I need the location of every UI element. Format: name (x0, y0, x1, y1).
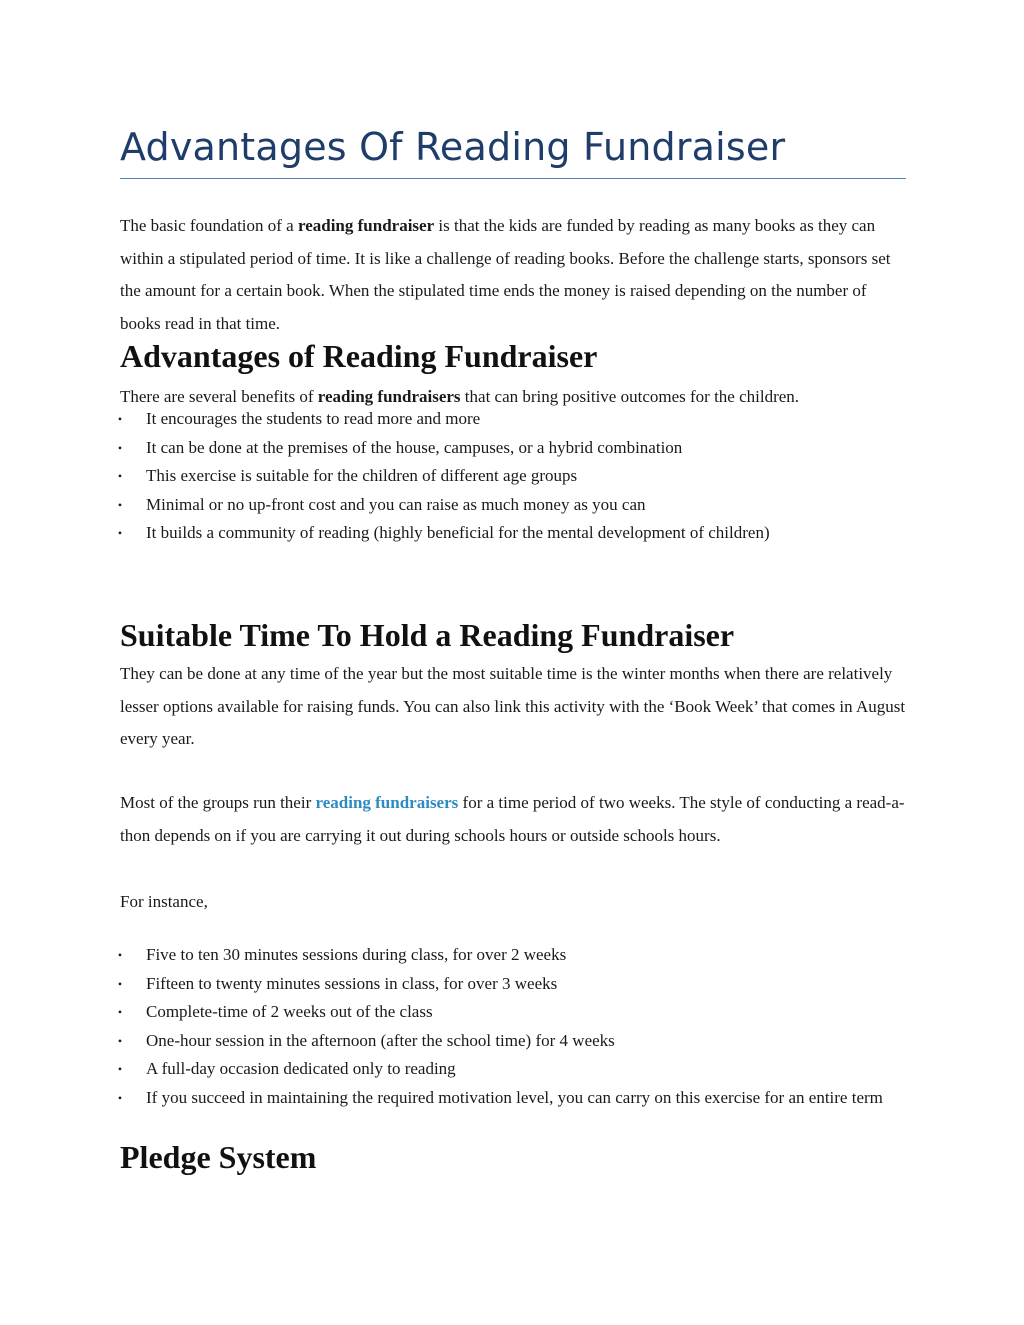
advantages-lead-text-1: There are several benefits of (120, 387, 318, 406)
document-title: Advantages Of Reading Fundraiser (120, 125, 786, 169)
duration-text-1: Most of the groups run their (120, 793, 316, 812)
advantages-list (0, 409, 906, 543)
intro-bold-term: reading fundraiser (297, 216, 435, 235)
list-item (0, 438, 906, 458)
advantages-heading: Advantages of Reading Fundraiser (120, 338, 598, 374)
list-item (0, 1088, 906, 1108)
list-item (0, 1031, 906, 1051)
bullet-icon: • (117, 976, 123, 991)
bullet-icon: • (117, 526, 123, 540)
list-item (0, 495, 906, 515)
bullet-icon: • (117, 497, 123, 512)
pledge-system-heading: Pledge System (120, 1139, 317, 1175)
bullet-icon: • (117, 1005, 123, 1019)
list-item (0, 409, 906, 429)
list-item-text: A full-day occasion dedicated only to reading (146, 1059, 456, 1078)
bullet-icon: • (117, 440, 123, 455)
reading-fundraisers-link[interactable]: reading fundraisers (315, 793, 459, 812)
list-item-text: Fifteen to twenty minutes sessions in class, for over 3 weeks (146, 973, 558, 993)
intro-text-1: The basic foundation of a (120, 216, 298, 235)
bullet-icon: • (117, 1033, 123, 1048)
intro-text-2: is that the kids are funded by reading as many books as they can within a stipulated period of time. It is like a challenge of reading books. Before the challenge starts, sponsors set the amount for a certain book. When the stipulated time ends the money is raised depending on the number of books read in that time. (120, 216, 891, 333)
list-item-text: It can be done at the premises of the house, campuses, or a hybrid combination (146, 437, 683, 457)
list-item-text: It builds a community of reading (highly beneficial for the mental development of children) (146, 523, 770, 542)
list-item (0, 523, 906, 543)
list-item-text: This exercise is suitable for the children of different age groups (146, 466, 578, 485)
list-item (0, 466, 906, 486)
bullet-icon: • (117, 469, 123, 483)
list-item-text: Five to ten 30 minutes sessions during class, for over 2 weeks (146, 945, 567, 964)
list-item (0, 1059, 906, 1079)
title-underline (120, 178, 906, 179)
list-item (0, 1002, 906, 1022)
advantages-lead (120, 386, 906, 408)
bullet-icon: • (117, 1090, 123, 1105)
bullet-icon: • (117, 412, 123, 426)
suitable-time-heading: Suitable Time To Hold a Reading Fundraiser (120, 617, 735, 653)
bullet-icon: • (117, 948, 123, 962)
intro-paragraph (120, 210, 906, 340)
list-item-text: One-hour session in the afternoon (after the school time) for 4 weeks (146, 1030, 615, 1050)
duration-text-2: for a time period of two weeks. The style of conducting a read-a-thon depends on if you are carrying it out during schools hours or outside schools hours. (120, 793, 905, 845)
session-options-list (0, 945, 906, 1108)
bullet-icon: • (117, 1062, 123, 1076)
list-item-text: It encourages the students to read more and more (146, 409, 481, 428)
list-item-text: Complete-time of 2 weeks out of the class (146, 1002, 433, 1021)
for-instance-text: For instance, (120, 892, 208, 911)
list-item-text: If you succeed in maintaining the required motivation level, you can carry on this exercise for an entire term (146, 1087, 883, 1107)
list-item (0, 974, 906, 994)
list-item-text: Minimal or no up-front cost and you can raise as much money as you can (146, 494, 646, 514)
advantages-lead-bold-term: reading fundraisers (317, 387, 461, 406)
advantages-lead-text-2: that can bring positive outcomes for the children. (460, 387, 800, 406)
suitable-time-paragraph: They can be done at any time of the year but the most suitable time is the winter months when there are relatively lesser options available for raising funds. You can also link this activity with the ‘Book Week’ that comes in August every year. (120, 664, 906, 748)
duration-paragraph (120, 787, 906, 852)
list-item (0, 945, 906, 965)
